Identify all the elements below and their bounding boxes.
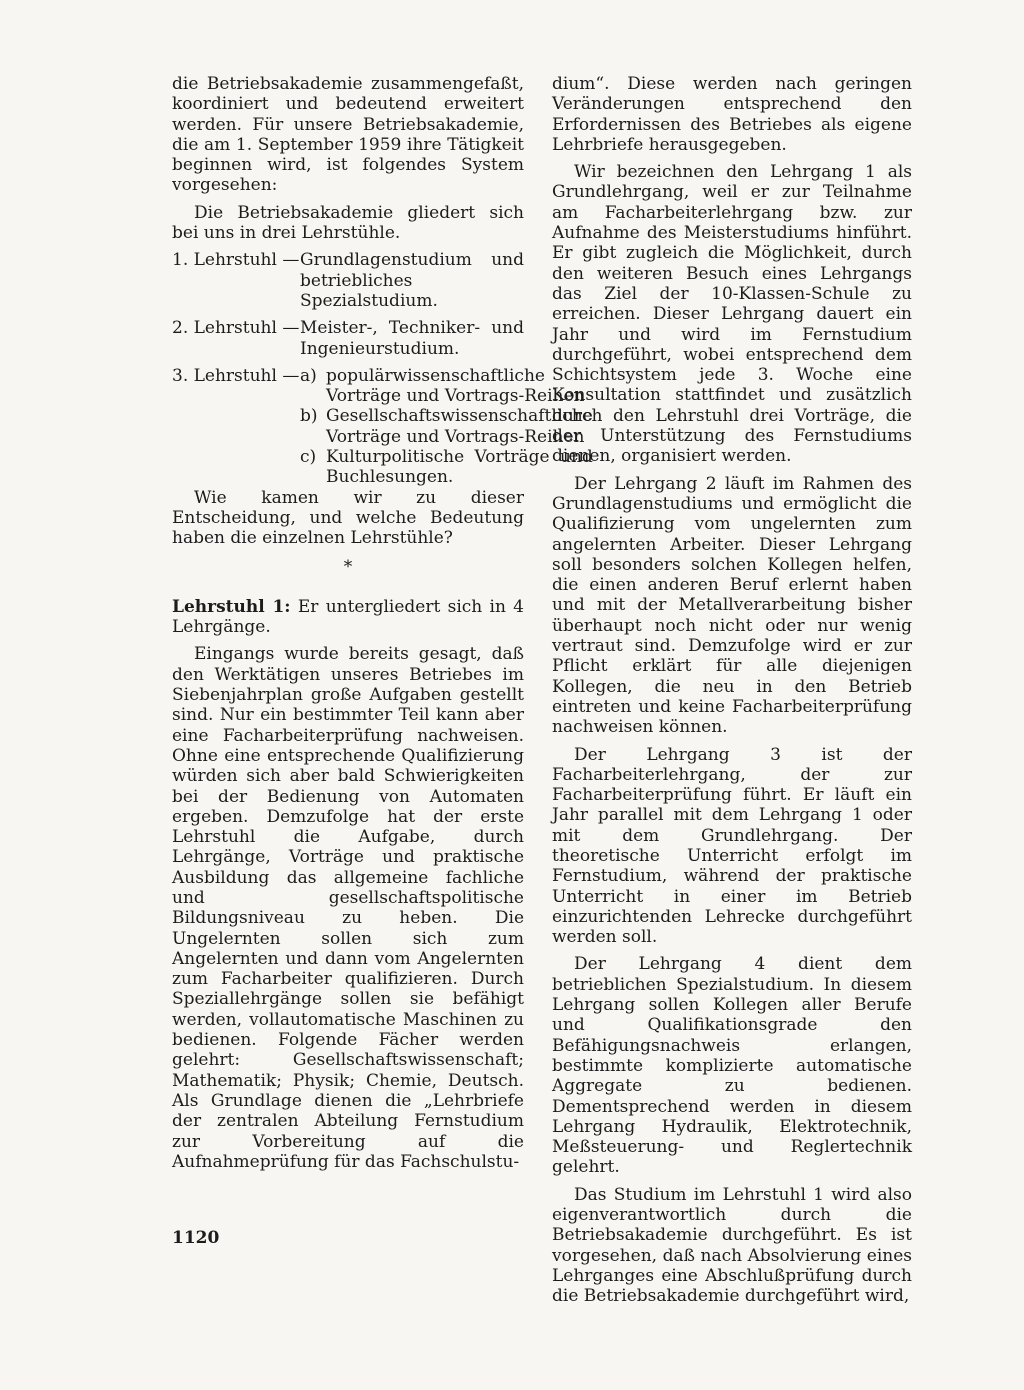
paragraph: Die Betriebsakademie gliedert sich bei uns in drei Lehrstühle. [172, 202, 524, 244]
paragraph: die Betriebsakademie zusammengefaßt, koordiniert und bedeutend erweitert werden. Für unsere Betriebsakademie, die am 1. September 1959 ihre Tätigkeit beginnen wird, ist folgendes System vorgesehen: [172, 74, 524, 196]
list-label: 2. Lehrstuhl — [172, 318, 300, 339]
list-label: 3. Lehrstuhl — [172, 365, 300, 386]
list-item-lehrstuhl-3 [172, 365, 593, 488]
sub-mark: c) [300, 447, 317, 468]
section-separator: * [343, 556, 353, 577]
paragraph: Eingangs wurde bereits gesagt, daß den Werktätigen unseres Betriebes im Siebenjahrplan große Aufgaben gestellt sind. Nur ein bestimmter Teil kann aber eine Facharbeiterprüfung nachweisen. Ohne eine entsprechende Qualifizierung würden sich aber bald Schwierigkeiten bei der Bedienung von Automaten ergeben. Demzufolge hat der erste Lehrstuhl die Aufgabe, durch Lehrgänge, Vorträge und praktische Ausbildung das allgemeine fachliche und gesellschaftspolitische Bildungsniveau zu heben. Die Ungelernten sollen sich zum Angelernten und dann vom Angelernten zum Facharbeiter qualifizieren. Durch Speziallehrgänge sollen sie befähigt werden, vollautomatische Maschinen zu bedienen. Folgende Fächer werden gelehrt: Gesellschaftswissenschaft; Mathematik; Physik; Chemie, Deutsch. Als Grundlage dienen die „Lehrbriefe der zentralen Abteilung Fernstudium zur Vorbereitung auf die Aufnahmeprüfung für das Fachschulstu- [172, 644, 524, 1172]
paragraph: Der Lehrgang 2 läuft im Rahmen des Grundlagenstudiums und ermöglicht die Qualifizierung vom ungelernten zum angelernten Arbeiter. Dieser Lehrgang soll besonders solchen Kollegen helfen, die einen anderen Beruf erlernt haben und mit der Metallverarbeitung bisher überhaupt noch nicht oder nur wenig vertraut sind. Demzufolge wird er zur Pflicht erklärt für alle diejenigen Kollegen, die neu in den Betrieb eintreten und keine Facharbeiterprüfung nachweisen können. [552, 473, 912, 738]
paragraph: Wir bezeichnen den Lehrgang 1 als Grundlehrgang, weil er zur Teilnahme am Facharbeiterlehrgang bzw. zur Aufnahme des Meisterstudiums hinführt. Er gibt zugleich die Möglichkeit, durch den weiteren Besuch eines Lehrgangs das Ziel der 10-Klassen-Schule zu erreichen. Dieser Lehrgang dauert ein Jahr und wird im Fernstudium durchgeführt, wobei entsprechend dem Schichtsystem jede 3. Woche eine Konsultation stattfindet und zusätzlich durch den Lehrstuhl drei Vorträge, die der Unterstützung des Fernstudiums dienen, organisiert werden. [552, 162, 912, 467]
page-number: 1120 [172, 1228, 220, 1248]
paragraph: Der Lehrgang 4 dient dem betrieblichen Spezialstudium. In diesem Lehrgang sollen Kollegen aller Berufe und Qualifikationsgrade den Befähigungsnachweis erlangen, bestimmte komplizierte automatische Aggregate zu bedienen. Dementsprechend werden in diesem Lehrgang Hydraulik, Elektrotechnik, Meßsteuerung- und Reglertechnik gelehrt. [552, 954, 912, 1178]
list-item-lehrstuhl-2 [172, 318, 524, 359]
section-intro [172, 597, 524, 638]
paragraph: dium“. Diese werden nach geringen Veränderungen entsprechend den Erfordernissen des Betriebes als eigene Lehrbriefe herausgegeben. [552, 74, 912, 155]
sub-item-c [300, 447, 593, 488]
sub-text: Gesellschaftswissenschaftliche Vorträge und Vortrags-Reihen [326, 406, 593, 447]
sub-list [300, 366, 593, 488]
right-column [552, 74, 912, 1314]
list-label: 1. Lehrstuhl — [172, 250, 300, 271]
section-intro-text: Er untergliedert sich in 4 Lehrgänge. [172, 596, 524, 638]
list-text: Grundlagenstudium und betriebliches Spezialstudium. [300, 250, 524, 311]
sub-item-b [300, 406, 593, 447]
left-column [172, 74, 593, 1179]
paragraph: Der Lehrgang 3 ist der Facharbeiterlehrgang, der zur Facharbeiterprüfung führt. Er läuft ein Jahr parallel mit dem Lehrgang 1 oder mit dem Grundlehrgang. Der theoretische Unterricht erfolgt im Fernstudium, während der praktische Unterricht in einer im Betrieb einzurichtenden Lehrecke durchgeführt werden soll. [552, 744, 912, 948]
section-heading: Lehrstuhl 1: [172, 596, 291, 617]
sub-mark: b) [300, 406, 318, 427]
sub-text: populärwissenschaftliche Vorträge und Vortrags-Reihen [326, 365, 585, 407]
list-text: Meister-, Techniker- und Ingenieurstudium. [300, 318, 524, 359]
paragraph: Das Studium im Lehrstuhl 1 wird also eigenverantwortlich durch die Betriebsakademie durchgeführt. Es ist vorgesehen, daß nach Absolvierung eines Lehrganges eine Abschlußprüfung durch die Betriebsakademie durchgeführt wird, [552, 1184, 912, 1307]
paragraph: Wie kamen wir zu dieser Entscheidung, und welche Bedeutung haben die einzelnen Lehrstühle? [172, 487, 524, 549]
sub-item-a [300, 366, 593, 407]
sub-text: Kulturpolitische Vorträge und Buchlesungen. [326, 447, 593, 488]
sub-mark: a) [300, 365, 317, 386]
list-item-lehrstuhl-1 [172, 250, 524, 311]
